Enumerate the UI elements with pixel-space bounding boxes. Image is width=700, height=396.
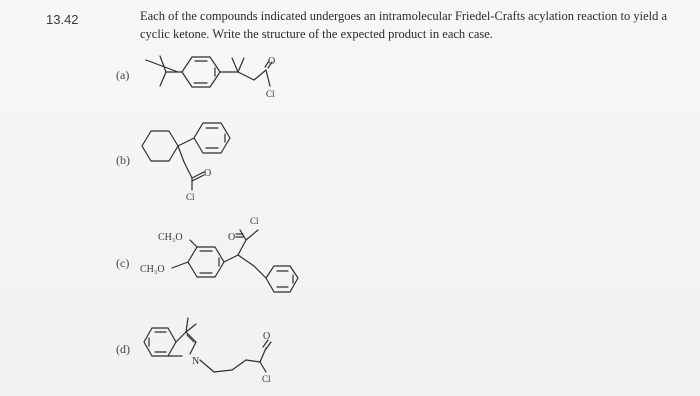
problem-number: 13.42	[46, 12, 79, 27]
atom-n-d: N	[192, 356, 200, 367]
atom-o-a: O	[268, 56, 276, 67]
part-label-d: (d)	[116, 342, 130, 356]
atom-cl-b: Cl	[186, 192, 195, 202]
part-label-b: (b)	[116, 153, 130, 167]
part-label-a: (a)	[116, 68, 130, 82]
structure-a	[146, 56, 272, 87]
problem-statement: Each of the compounds indicated undergoes an intramolecular Friedel-Crafts acylation reaction to yield a cyclic ketone. Write the structure of the expected product in each case.	[140, 9, 668, 41]
part-label-c: (c)	[116, 256, 130, 270]
atom-o-d: O	[263, 331, 271, 342]
atom-methoxy-top: CH₃O	[158, 232, 183, 243]
atom-o-c: O	[228, 232, 236, 243]
atom-cl-a: Cl	[266, 89, 275, 99]
atom-cl-d: Cl	[262, 374, 271, 384]
atom-o-b: O	[204, 168, 212, 179]
atom-cl-c: Cl	[250, 216, 259, 226]
structure-d	[144, 318, 271, 372]
atom-methoxy-side: CH₃O	[140, 264, 165, 275]
structure-b	[142, 123, 230, 190]
